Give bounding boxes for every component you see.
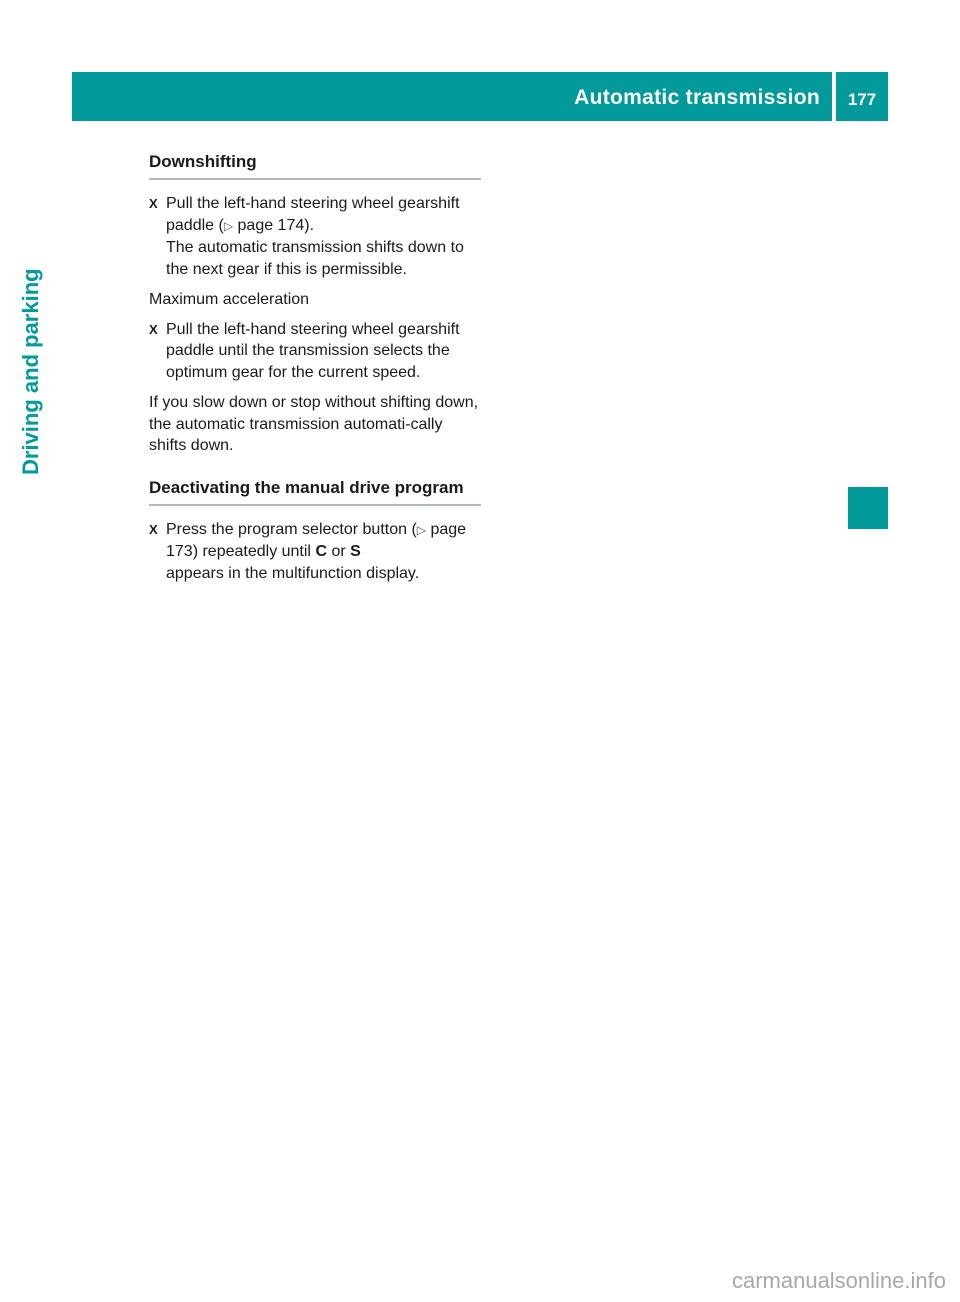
step-marker-icon: X <box>149 196 158 211</box>
side-tab-label: Driving and parking <box>18 268 43 475</box>
page-ref-arrow-icon: ▷ <box>223 218 234 233</box>
header-title: Automatic transmission <box>574 86 820 109</box>
step-press-selector <box>149 519 481 585</box>
page-number: 177 <box>847 90 877 109</box>
option-s: S <box>350 543 361 560</box>
step-text-end: appears in the multifunction display. <box>166 564 420 582</box>
step-text: Pull the left-hand steering wheel gearshift paddle until the transmission selects the optimum gear for the current speed. <box>166 320 460 381</box>
step-text: Press the program selector button ( <box>166 520 417 538</box>
header-bar <box>72 72 832 121</box>
section-title-deactivating: Deactivating the manual drive program <box>149 477 481 506</box>
step-result: The automatic transmission shifts down to the next gear if this is permissible. <box>166 239 464 278</box>
step-text: Pull the left-hand steering wheel gearshift paddle ( <box>166 195 460 234</box>
option-c: C <box>315 543 327 560</box>
note-paragraph: If you slow down or stop without shifting down, the automatic transmission automati-cally shifts down. <box>149 394 479 454</box>
watermark: carmanualsonline.info <box>731 1268 946 1293</box>
subheading-max-acceleration: Maximum acceleration <box>149 291 310 308</box>
step-pull-paddle-until <box>149 319 481 384</box>
or-text: or <box>327 543 351 560</box>
page-ref-arrow-icon: ▷ <box>416 522 427 537</box>
side-tab-block <box>848 487 888 529</box>
main-content <box>149 151 481 584</box>
page-reference-link[interactable]: page 174). <box>237 216 315 234</box>
page-number-box <box>836 72 888 121</box>
step-marker-icon: X <box>149 321 158 337</box>
step-pull-paddle <box>149 193 481 280</box>
section-title-downshifting: Downshifting <box>149 151 481 180</box>
step-marker-icon: X <box>149 521 158 537</box>
page-reference-link[interactable]: page 173) repeatedly until <box>166 520 467 560</box>
